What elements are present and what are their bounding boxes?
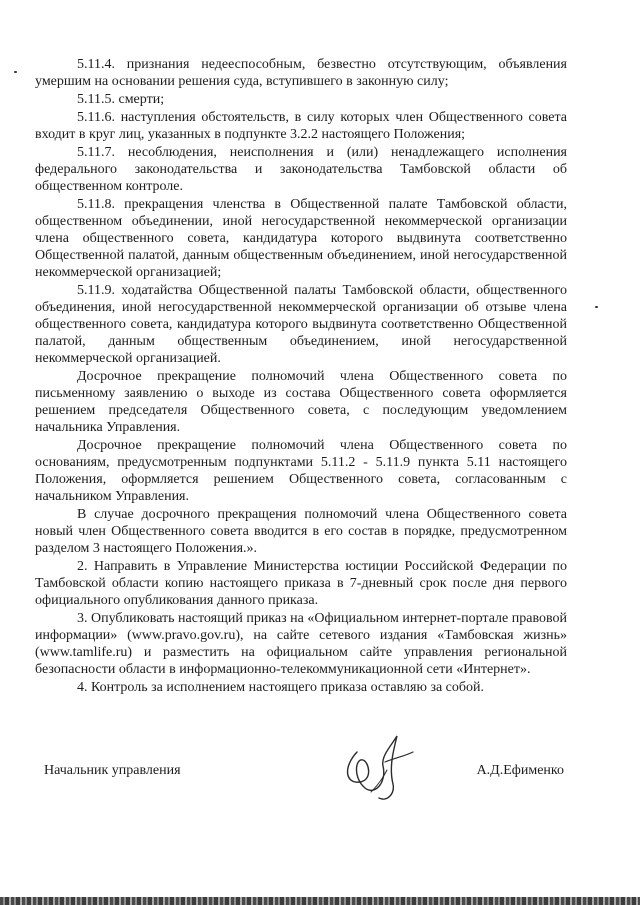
paragraph-5-11-6: 5.11.6. наступления обстоятельств, в силу которых член Общественного совета входит в круг лиц, указанных в подпункте 3.2.2 настоящего Положения; [35,110,567,142]
paragraph-5-11-9: 5.11.9. ходатайства Общественной палаты Тамбовской области, общественного объединения, иной негосударственной некоммерческой организации об отзыве члена общественного совета, кандидатура которого выдвинута соответственно Общественной палатой, данным общественным объединением, иной негосударственной некоммерческой организацией. [35,283,567,366]
paragraph-5-11-5: 5.11.5. смерти; [77,92,165,107]
paragraph-early-termination-application: Досрочное прекращение полномочий члена Общественного совета по письменному заявлению о выходе из состава Общественного совета оформляется решением председателя Общественного совета, с последующим уведомлением начальника Управления. [35,369,567,435]
signature-block [44,763,564,783]
paragraph-new-member: В случае досрочного прекращения полномочий члена Общественного совета новый член Общественного совета вводится в его состав в порядке, предусмотренном разделом 3 настоящего Положения.». [35,507,567,556]
paragraph-5-11-7: 5.11.7. несоблюдения, неисполнения и (или) ненадлежащего исполнения федерального законодательства и законодательства Тамбовской области об общественном контроле. [35,145,567,194]
scan-speck [14,71,17,73]
paragraph-early-termination-grounds: Досрочное прекращение полномочий члена Общественного совета по основаниям, предусмотренным подпунктами 5.11.2 - 5.11.9 пункта 5.11 настоящего Положения, оформляется решением Общественного совета, согласованным с начальником Управления. [35,438,567,504]
scan-speck [595,306,598,308]
paragraph-5-11-8: 5.11.8. прекращения членства в Общественной палате Тамбовской области, общественном объединении, иной негосударственной некоммерческой организации члена общественного совета, кандидатура которого выдвинута соответственно Общественной палатой, данным общественным объединением, иной негосударственной некоммерческой организацией; [35,197,567,280]
signatory-title: Начальник управления [44,763,181,778]
paragraph-item-3: 3. Опубликовать настоящий приказ на «Официальном интернет-портале правовой информации» (www.pravo.gov.ru), на сайте сетевого издания «Тамбовская жизнь» (www.tamlife.ru) и разместить на официальном сайте управления региональной безопасности области в информационно-телекоммуникационной сети «Интернет». [35,611,567,677]
signatory-name: А.Д.Ефименко [476,763,564,778]
scan-edge [0,897,640,905]
paragraph-item-2: 2. Направить в Управление Министерства юстиции Российской Федерации по Тамбовской области копию настоящего приказа в 7-дневный срок после дня первого официального опубликования данного приказа. [35,559,567,608]
document-body [35,56,567,697]
paragraph-item-4: 4. Контроль за исполнением настоящего приказа оставляю за собой. [77,680,485,695]
paragraph-5-11-4: 5.11.4. признания недееспособным, безвестно отсутствующим, объявления умершим на основании решения суда, вступившего в законную силу; [35,57,567,89]
